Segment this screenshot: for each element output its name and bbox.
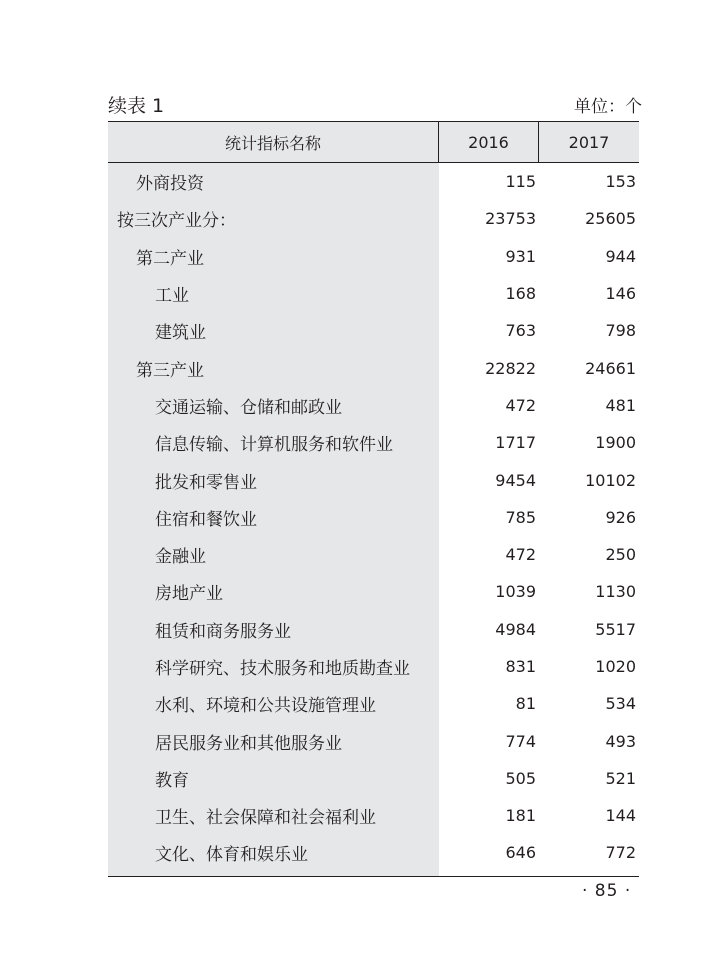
value-2017: 5517: [595, 619, 636, 639]
value-2017: 250: [605, 545, 636, 565]
indicator-name: 第二产业: [136, 248, 204, 269]
value-2016: 472: [505, 545, 536, 565]
value-2017: 153: [605, 172, 636, 192]
header-year-2017: 2017: [568, 132, 610, 152]
indicator-name: 第三产业: [136, 360, 204, 381]
value-2017: 798: [605, 321, 636, 341]
indicator-name: 租赁和商务服务业: [155, 621, 291, 642]
value-2016: 763: [505, 321, 536, 341]
indicator-name: 科学研究、技术服务和地质勘查业: [155, 659, 410, 679]
indicator-name: 工业: [155, 286, 189, 307]
value-2016: 22822: [485, 358, 536, 378]
value-2017: 534: [605, 694, 636, 714]
unit-label: 单位：个: [574, 97, 642, 117]
value-2016: 931: [505, 246, 536, 266]
table-row-values: [439, 611, 639, 648]
indicator-name: 信息传输、计算机服务和软件业: [155, 435, 393, 456]
table-row-values: [439, 834, 639, 871]
value-2017: 1130: [595, 582, 636, 602]
value-2016: 81: [515, 694, 536, 714]
value-2016: 785: [505, 507, 536, 527]
value-2016: 1717: [495, 433, 536, 453]
table-header: [108, 121, 639, 163]
indicator-name-column: [108, 163, 439, 876]
indicator-name: 房地产业: [155, 584, 223, 605]
table-row-values: [439, 797, 639, 834]
table-row-values: [439, 573, 639, 610]
value-2017: 521: [605, 768, 636, 788]
indicator-name: 外商投资: [136, 174, 204, 195]
value-2016: 168: [505, 284, 536, 304]
value-2016: 4984: [495, 619, 536, 639]
value-2017: 10102: [585, 470, 636, 490]
value-columns: [439, 163, 639, 876]
value-2017: 944: [605, 246, 636, 266]
table-row-values: [439, 685, 639, 722]
value-2016: 774: [505, 731, 536, 751]
indicator-name: 教育: [155, 770, 189, 791]
indicator-name: 建筑业: [155, 323, 206, 344]
value-2017: 1020: [595, 657, 636, 676]
value-2016: 9454: [495, 470, 536, 490]
table-row-values: [439, 536, 639, 573]
value-2016: 115: [505, 172, 536, 192]
data-table: [108, 121, 639, 877]
table-caption: 续表 1: [108, 95, 165, 117]
indicator-name: 住宿和餐饮业: [155, 509, 257, 530]
value-2016: 646: [505, 843, 536, 863]
indicator-name: 文化、体育和娱乐业: [155, 845, 308, 866]
table-row-values: [439, 499, 639, 536]
indicator-name: 卫生、社会保障和社会福利业: [155, 808, 376, 829]
value-2016: 181: [505, 806, 536, 826]
table-row-values: [439, 200, 639, 237]
value-2017: 1900: [595, 433, 636, 453]
value-2016: 505: [505, 768, 536, 788]
table-row-values: [439, 424, 639, 461]
value-2017: 146: [605, 284, 636, 304]
table-row-values: [439, 461, 639, 498]
table-row-values: [439, 275, 639, 312]
table-row-values: [439, 387, 639, 424]
table-row-values: [439, 312, 639, 349]
indicator-name: 居民服务业和其他服务业: [155, 733, 342, 754]
table-row-values: [439, 163, 639, 200]
indicator-name: 按三次产业分：: [117, 211, 236, 232]
value-2017: 493: [605, 731, 636, 751]
indicator-name: 交通运输、仓储和邮政业: [155, 397, 342, 418]
value-2016: 23753: [485, 209, 536, 229]
page-number: · 85 ·: [582, 881, 632, 901]
value-2017: 772: [605, 843, 636, 863]
header-indicator-name: 统计指标名称: [108, 122, 439, 162]
table-row-values: [439, 238, 639, 275]
indicator-name: 批发和零售业: [155, 472, 257, 493]
indicator-name: 水利、环境和公共设施管理业: [155, 696, 376, 717]
value-2017: 481: [605, 395, 636, 415]
value-2017: 25605: [585, 209, 636, 229]
value-2017: 24661: [585, 358, 636, 378]
value-2016: 831: [505, 657, 536, 676]
table-row-values: [439, 349, 639, 386]
value-2016: 472: [505, 395, 536, 415]
header-year-2016: 2016: [439, 122, 539, 162]
value-2017: 144: [605, 806, 636, 826]
table-row-values: [439, 648, 639, 685]
table-row-values: [439, 760, 639, 797]
value-2016: 1039: [495, 582, 536, 602]
table-body: [108, 163, 639, 877]
table-row-values: [439, 722, 639, 759]
value-2017: 926: [605, 507, 636, 527]
indicator-name: 金融业: [155, 547, 206, 568]
